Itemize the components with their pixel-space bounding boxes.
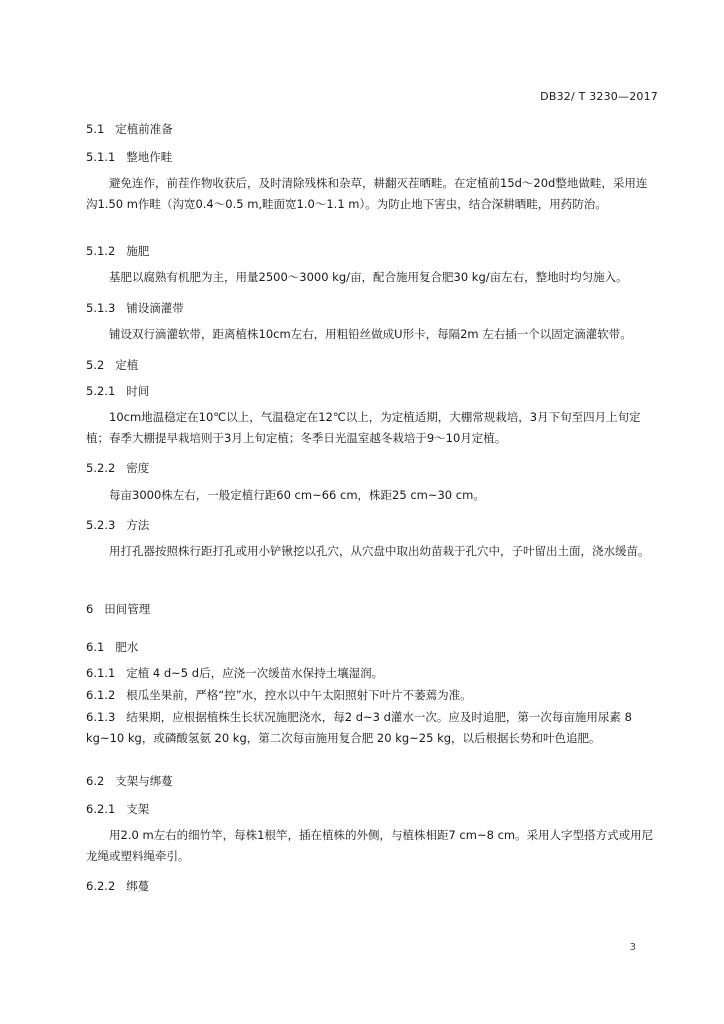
- section-heading-6-2-2: [86, 878, 149, 894]
- section-heading-5-1-3: [86, 300, 184, 316]
- section-number: 5.2.1: [86, 384, 116, 398]
- section-title: 方法: [126, 518, 150, 532]
- section-title: 整地作畦: [126, 150, 173, 164]
- section-title: 支架: [126, 802, 150, 816]
- section-title: 肥水: [115, 640, 139, 654]
- section-heading-5-1-1: [86, 149, 172, 165]
- section-number: 6.2: [86, 774, 105, 788]
- clause-number: 6.1.2: [86, 688, 116, 702]
- section-heading-6-2: [86, 773, 173, 789]
- paragraph-5-1-2: 基肥以腐熟有机肥为主，用量2500～3000 kg/亩，配合施用复合肥30 kg/亩左右，整地时均匀施入。: [109, 270, 628, 284]
- section-number: 6.2.2: [86, 879, 116, 893]
- clause-text: 定植 4 d~5 d后，应浇一次缓苗水保持土壤湿润。: [126, 666, 384, 680]
- section-heading-5-1: [86, 121, 173, 137]
- paragraph-5-2-2: 每亩3000株左右，一般定植行距60 cm~66 cm，株距25 cm~30 cm。: [109, 488, 485, 502]
- section-number: 5.1.1: [86, 150, 116, 164]
- section-title: 时间: [126, 384, 150, 398]
- paragraph-5-2-3: 用打孔器按照株行距打孔或用小铲锹挖以孔穴，从穴盘中取出幼苗栽于孔穴中，子叶留出土面，浇水缓苗。: [109, 544, 650, 558]
- clause-6-1-2: [86, 685, 658, 706]
- section-number: 6.2.1: [86, 802, 116, 816]
- section-number: 6: [86, 602, 94, 616]
- section-heading-6-1: [86, 639, 138, 655]
- clause-text: 根瓜坐果前，严格“控”水，控水以中午太阳照射下叶片不萎蔫为准。: [126, 688, 472, 702]
- section-heading-6: [86, 601, 150, 617]
- section-heading-5-2: [86, 357, 138, 373]
- section-heading-5-2-2: [86, 460, 149, 476]
- section-title: 施肥: [126, 244, 150, 258]
- section-title: 定植前准备: [115, 122, 173, 136]
- section-title: 定植: [115, 358, 139, 372]
- paragraph-5-2-1: 10cm地温稳定在10℃以上，气温稳定在12℃以上，为定植适期，大棚常规栽培，3月下旬至四月上旬定植；春季大棚提早栽培则于3月上旬定植；冬季日光温室越冬栽培于9～10月定植。: [86, 410, 641, 445]
- section-number: 5.1.2: [86, 244, 116, 258]
- clause-number: 6.1.1: [86, 666, 116, 680]
- section-number: 5.2: [86, 358, 105, 372]
- section-number: 5.1: [86, 122, 105, 136]
- section-heading-6-2-1: [86, 801, 149, 817]
- section-title: 铺设滴灌带: [126, 301, 184, 315]
- section-heading-5-2-1: [86, 383, 149, 399]
- paragraph-5-1-3: 铺设双行滴灌软带，距离植株10cm左右，用粗铅丝做成U形卡，每隔2m 左右插一个以固定滴灌软带。: [109, 327, 632, 341]
- section-number: 5.2.3: [86, 518, 116, 532]
- section-number: 6.1: [86, 640, 105, 654]
- section-number: 5.2.2: [86, 461, 116, 475]
- section-number: 5.1.3: [86, 301, 116, 315]
- section-heading-5-2-3: [86, 517, 149, 533]
- clause-text: 结果期，应根据植株生长状况施肥浇水，每2 d~3 d灌水一次。应及时追肥，第一次每亩施用尿素 8 kg~10 kg，或磷酸氢氨 20 kg，第二次每亩施用复合肥 20 kg~25 kg，以后根据长势和叶色追肥。: [86, 710, 632, 745]
- clause-6-1-3: [86, 707, 658, 749]
- paragraph-6-2-1: 用2.0 m左右的细竹竿，每株1根竿，插在植株的外侧，与植株相距7 cm~8 cm。采用人字型搭方式或用尼龙绳或塑料绳牵引。: [86, 828, 654, 863]
- section-title: 支架与绑蔓: [115, 774, 173, 788]
- clause-number: 6.1.3: [86, 710, 116, 724]
- section-title: 密度: [126, 461, 150, 475]
- section-heading-5-1-2: [86, 243, 149, 259]
- clause-6-1-1: [86, 663, 658, 684]
- page-number: 3: [629, 942, 636, 953]
- paragraph-5-1-1: 避免连作，前茬作物收获后，及时清除残株和杂草，耕翻灭茬晒畦。在定植前15d～20d整地做畦，采用连沟1.50 m作畦（沟宽0.4～0.5 m,畦面宽1.0～1.1 m）。为防止地下害虫，结合深耕晒畦，用药防治。: [86, 176, 648, 211]
- section-title: 田间管理: [104, 602, 151, 616]
- document-code-header: DB32/ T 3230—2017: [540, 90, 658, 103]
- section-title: 绑蔓: [126, 879, 150, 893]
